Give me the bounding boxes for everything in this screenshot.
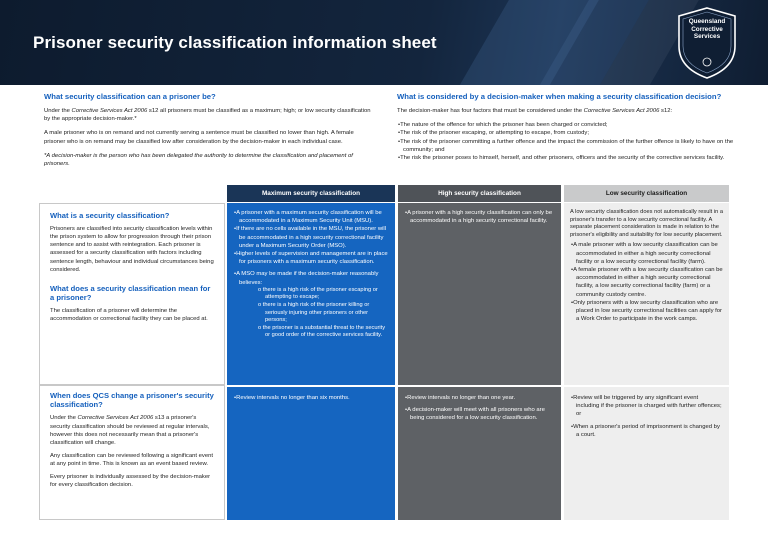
- max-classification-cell: [227, 203, 395, 385]
- high-classification-cell: [398, 203, 561, 385]
- intro-right: [397, 92, 737, 162]
- low-review-cell: [564, 387, 729, 520]
- max-review-cell: [227, 387, 395, 520]
- list-item: o there is a high risk of the prisoner killing or seriously injuring other prisoners or other persons;: [257, 302, 389, 325]
- review-info-box: [39, 385, 225, 520]
- page-header: [0, 0, 768, 85]
- list-item: o the prisoner is a substantial threat to the security or good order of the corrective services facility.: [257, 325, 389, 340]
- q1-heading: What is a security classification?: [50, 211, 170, 220]
- intro-right-heading: What is considered by a decision-maker when making a security classification decision?: [397, 92, 722, 101]
- mso-criteria-list: [233, 287, 389, 340]
- low-intro: A low security classification does not automatically result in a prisoner's transfer to a low security correctional facility. A separate placement consideration is made in relation to the prisoner's eligibility and suitability for low security placement.: [570, 209, 724, 238]
- q3-text: Under the Corrective Services Act 2006 s13 a prisoner's security classification should be reviewed at regular intervals, however this does not necessarily mean that a prisoner's classification will change.: [50, 415, 210, 446]
- list-item: • A female prisoner with a low security classification can be accommodated in either a high security correctional facility, a low security correctional facility (farm) or a community custody centre.: [570, 266, 723, 299]
- low-column-header: Low security classification: [564, 185, 729, 202]
- list-item: • Only prisoners with a low security classification who are placed in low security correctional facilities can apply for a Work Order to participate in the work camps.: [570, 299, 723, 324]
- intro-left-p1: Under the Corrective Services Act 2006 s12 all prisoners must be classified as a maximum; high; or low security classification by the appropriate decision-maker.*: [44, 108, 371, 123]
- list-item: • A prisoner with a maximum security classification will be accommodated in a Maximum Security Unit (MSU).: [233, 209, 389, 225]
- q1-text: Prisoners are classified into security classification levels within the prison system to allow for progression through their prison sentence and to assist with reintegration. Each prisoner is assessed for a security classification with factors including sentence length, behaviour and individual circumstances being considered.: [50, 226, 214, 273]
- high-review-cell: [398, 387, 561, 520]
- list-item: • If there are no cells available in the MSU, the prisoner will be accommodated in a high security correctional facility under a Maximum Security Order (MSO).: [233, 225, 389, 250]
- list-item: • When a prisoner's period of imprisonment is changed by a court.: [570, 423, 723, 439]
- max-column-header: Maximum security classification: [227, 185, 395, 202]
- intro-left: [44, 92, 374, 174]
- list-item: • A decision-maker will meet with all prisoners who are being considered for a low security classification.: [404, 406, 555, 422]
- individual-assessment-text: Every prisoner is individually assessed by the decision-maker for every classification decision.: [50, 473, 211, 489]
- list-item: • Review will be triggered by any significant event including if the prisoner is charged with further offences; or: [570, 394, 723, 419]
- q2-heading: What does a security classification mean for a prisoner?: [50, 283, 211, 302]
- list-item: • The risk of the prisoner escaping, or attempting to escape, from custody;: [397, 129, 737, 137]
- event-review-text: Any classification can be reviewed following a significant event at any point in time. This is known as an event based review.: [50, 452, 214, 467]
- high-column-header: High security classification: [398, 185, 561, 202]
- intro-right-lead: The decision-maker has four factors that must be considered under the Corrective Services Act 2006 s12:: [397, 108, 673, 114]
- list-item: • The risk of the prisoner committing a further offence and the impact the commission of the further offence is likely to have on the community; and: [397, 138, 737, 154]
- list-item: • Review intervals no longer than one year.: [404, 394, 555, 402]
- list-item: o there is a high risk of the prisoner escaping or attempting to escape;: [257, 287, 389, 302]
- logo-wordmark: Queensland Corrective Services: [688, 18, 726, 41]
- list-item: • A prisoner with a high security classification can only be accommodated in a high security correctional facility.: [404, 209, 555, 225]
- list-item: • The risk the prisoner poses to himself, herself, and other prisoners, officers and the security of the corrective services facility.: [397, 154, 737, 162]
- intro-left-note: *A decision-maker is the person who has been delegated the authority to determine the classification and placement of prisoners.: [44, 152, 353, 168]
- list-item: • A MSO may be made if the decision-maker reasonably believes:: [233, 270, 389, 286]
- list-item: • The nature of the offence for which the prisoner has been charged or convicted;: [397, 121, 737, 129]
- list-item: • Review intervals no longer than six months.: [233, 394, 389, 402]
- page-title: Prisoner security classification information sheet: [33, 33, 437, 52]
- q3-heading: When does QCS change a prisoner's security classification?: [50, 391, 214, 410]
- low-classification-cell: [564, 203, 729, 385]
- list-item: • Higher levels of supervision and management are in place for prisoners with a maximum security classification.: [233, 250, 389, 266]
- classification-info-box: [39, 203, 225, 385]
- q2-text: The classification of a prisoner will determine the accommodation or correctional facility they can be placed at.: [50, 308, 208, 323]
- list-item: • A male prisoner with a low security classification can be accommodated in either a high security correctional facility or a low security correctional facility (farm).: [570, 241, 723, 266]
- factor-list: [397, 121, 737, 162]
- intro-left-p2: A male prisoner who is on remand and not currently serving a sentence must be classified no lower than high. A female prisoner who is on remand may be classified low after consideration by the decision-maker in each individual case.: [44, 130, 354, 145]
- intro-left-heading: What security classification can a prisoner be?: [44, 92, 216, 101]
